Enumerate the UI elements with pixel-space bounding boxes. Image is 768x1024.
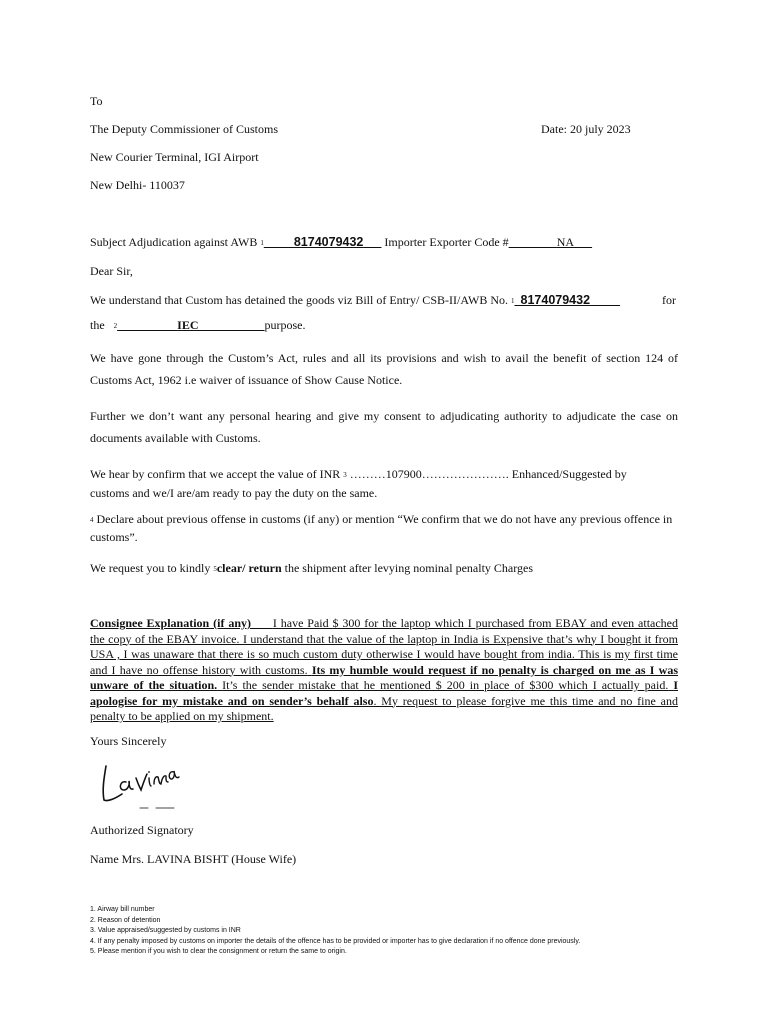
footnote-ref-2: 2 [113, 322, 118, 330]
footnote-ref-1b: 1 [511, 297, 515, 305]
clear-return: clear/ return [216, 561, 282, 575]
iec-lead: ________ [508, 235, 557, 249]
footnote-ref-5: 5 [213, 565, 217, 573]
para-detained-text: We understand that Custom has detained the goods viz Bill of Entry/ CSB-II/AWB No. [90, 293, 509, 307]
consignee-explanation [90, 616, 678, 725]
iec-label: Importer Exporter Code # [384, 235, 509, 249]
footnote-1: 1. Airway bill number [90, 906, 155, 913]
purpose-value: IEC [177, 318, 199, 332]
signature-graphic [96, 760, 186, 810]
para-value-line2: customs and we/I are/am ready to pay the duty on the same. [90, 486, 378, 500]
purpose-tail: ___________ [198, 318, 265, 332]
para-request-a: We request you to kindly [90, 561, 211, 575]
para-the: the [90, 318, 105, 332]
para-detained [90, 293, 678, 308]
footnote-2: 2. Reason of detention [90, 916, 161, 924]
para-awb-lead: _ [514, 293, 521, 307]
footnote-ref-1: 1 [260, 239, 264, 247]
para-request [90, 561, 533, 576]
closing: Yours Sincerely [90, 734, 167, 748]
para-awb-number: 8174079432 [520, 293, 591, 307]
explanation-bold2: I apologise for my mistake and on sender’s behalf also [90, 678, 679, 708]
footnote-5: 5. Please mention if you wish to clear the consignment or return the same to origin. [90, 948, 347, 955]
to-label: To [90, 94, 103, 108]
purpose-end: purpose. [264, 318, 306, 332]
para-awb-tail: _____ [590, 293, 621, 307]
para-value-line1 [90, 467, 627, 482]
subject-awb-tail: ___ [363, 235, 382, 249]
para-value-b: ………107900…………………. Enhanced/Suggested by [349, 467, 627, 481]
para-section-124: We have gone through the Custom’s Act, rules and all its provisions and wish to avail the benefit of section 124 of Customs Act, 1962 i.e waiver of issuance of Show Cause Notice. [90, 351, 678, 387]
explanation-label: Consignee Explanation (if any) [90, 616, 251, 630]
footnote-ref-4: 4 [90, 516, 94, 524]
para-for: for [662, 293, 676, 307]
explanation-bold1: Its my humble would request if no penalty is charged on me as I was unware of the situation. [90, 662, 678, 692]
footnote-ref-3: 3 [343, 471, 347, 479]
purpose-lead: __________ [117, 318, 178, 332]
subject-awb-lead: _____ [263, 235, 294, 249]
explanation-gap: ___ [250, 616, 269, 630]
explanation-part1: I have Paid $ 300 for the laptop which I purchased from EBAY and even attached the copy of the EBAY invoice. I understand that the value of the laptop in India is Expensive that’s why I bought it from USA , I was unaware that there is so much custom duty otherwise I would have bought from india. This is my first time and I have no offense history with customs. [90, 616, 679, 677]
subject-prefix: Subject Adjudication against AWB [90, 235, 258, 249]
footnote-3: 3. Value appraised/suggested by customs in INR [90, 927, 241, 934]
iec-value: NA [556, 235, 575, 249]
footnote-4: 4. If any penalty imposed by customs on importer the details of the offence has to be provided or importer has to give declaration if no offence done previously. [90, 937, 581, 945]
signatory-name: Name Mrs. LAVINA BISHT (House Wife) [90, 852, 297, 866]
para-purpose [90, 318, 306, 333]
para-offence [90, 511, 678, 546]
subject-line [90, 235, 592, 250]
recipient-address: New Courier Terminal, IGI Airport [90, 150, 259, 164]
para-offence-text: Declare about previous offense in customs (if any) or mention “We confirm that we do not have any previous offence in customs”. [90, 512, 673, 544]
iec-tail: ___ [574, 235, 593, 249]
authorized-signatory: Authorized Signatory [90, 823, 194, 837]
salutation: Dear Sir, [90, 264, 133, 278]
recipient-city: New Delhi- 110037 [90, 178, 185, 192]
signature [96, 760, 186, 810]
explanation-part3: . My request to please forgive me this time and no fine and penalty to be applied on my shipment. [90, 693, 678, 723]
para-value-a: We hear by confirm that we accept the value of INR [90, 467, 341, 481]
para-request-b: the shipment after levying nominal penalty Charges [284, 561, 534, 575]
recipient-title: The Deputy Commissioner of Customs [90, 122, 278, 136]
awb-number: 8174079432 [293, 235, 364, 249]
explanation-part2: It’s the sender mistake that he mentioned $ 200 in place of $300 which I actually paid. [222, 678, 669, 692]
letter-date: Date: 20 july 2023 [541, 122, 631, 136]
para-hearing-consent: Further we don’t want any personal hearing and give my consent to adjudicating authority to adjudicate the case on documents available with Customs. [90, 409, 678, 445]
